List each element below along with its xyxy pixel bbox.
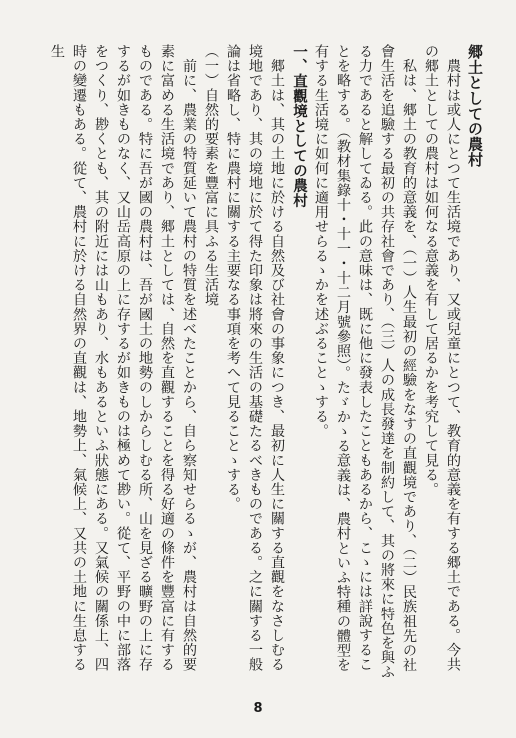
paragraph-educational-meaning: 私は、郷土の教育的意義を、（一）人生最初の經驗をなすの直觀境であり、（二）民族祖先の社會生活を追驗する最初の共存社會であり、（三）人の成長發達を制約して、其の將來に特色を與ふる力であると解してゐる。此の意味は、既に他に發表したこともあるから、こゝには詳說することを略する。（教材集錄十・十一・十二月號參照）。たゞかゝる意義は、農村といふ特種の體型を有する生活境に如何に適用せらるゝかを述ぶることゝする。: [313, 44, 417, 680]
vertical-text-column-block: [46, 44, 486, 686]
page-number: 8: [253, 701, 263, 716]
sub-heading: （一）自然的要素を豐富に具ふる生活境: [203, 44, 219, 307]
section-heading: 一、直觀境としての農村: [291, 44, 307, 208]
page-title: 郷土としての農村: [466, 44, 484, 168]
paragraph-natural-elements: 前に、農業の特質延いて農村の特質を述べたことから、自ら察知せらるゝが、農村は自然的要素に富める生活境であり、郷土としては、自然を直觀することを得る好適の條件を豐富に有するものである。特に吾が國の農村は、吾が國土の地勢のしからしむる所、山を見ざる曠野の上に存するが如きものなく、又山岳高原の上に存するが如きものは極めて尠い。從て、平野の中に部落をつくり、尠くとも、其の附近には山もあり、水もあるといふ狀態にある。又氣候の關係上、四時の變遷もある。從て、農村に於ける自然界の直觀は、地勢上、氣候上、又共の土地に生息する生: [49, 44, 197, 672]
paragraph-intuition-realm: 郷土は、其の土地に於ける自然及び社會の事象につき、最初に人生に關する直觀をなさしむる境地であり、其の境地に於て得た印象は將來の生活の基礎たるべきものである。之に關する一般論は省略し、特に農村に關する主要なる事項を考へて見ることゝする。: [225, 44, 285, 672]
paragraph-intro: 農村は或人にとつて生活境であり、又或兒童にとつて、教育的意義を有する郷土である。今共の郷土としての農村は如何なる意義を有して居るかを考究して見る。: [423, 44, 461, 672]
